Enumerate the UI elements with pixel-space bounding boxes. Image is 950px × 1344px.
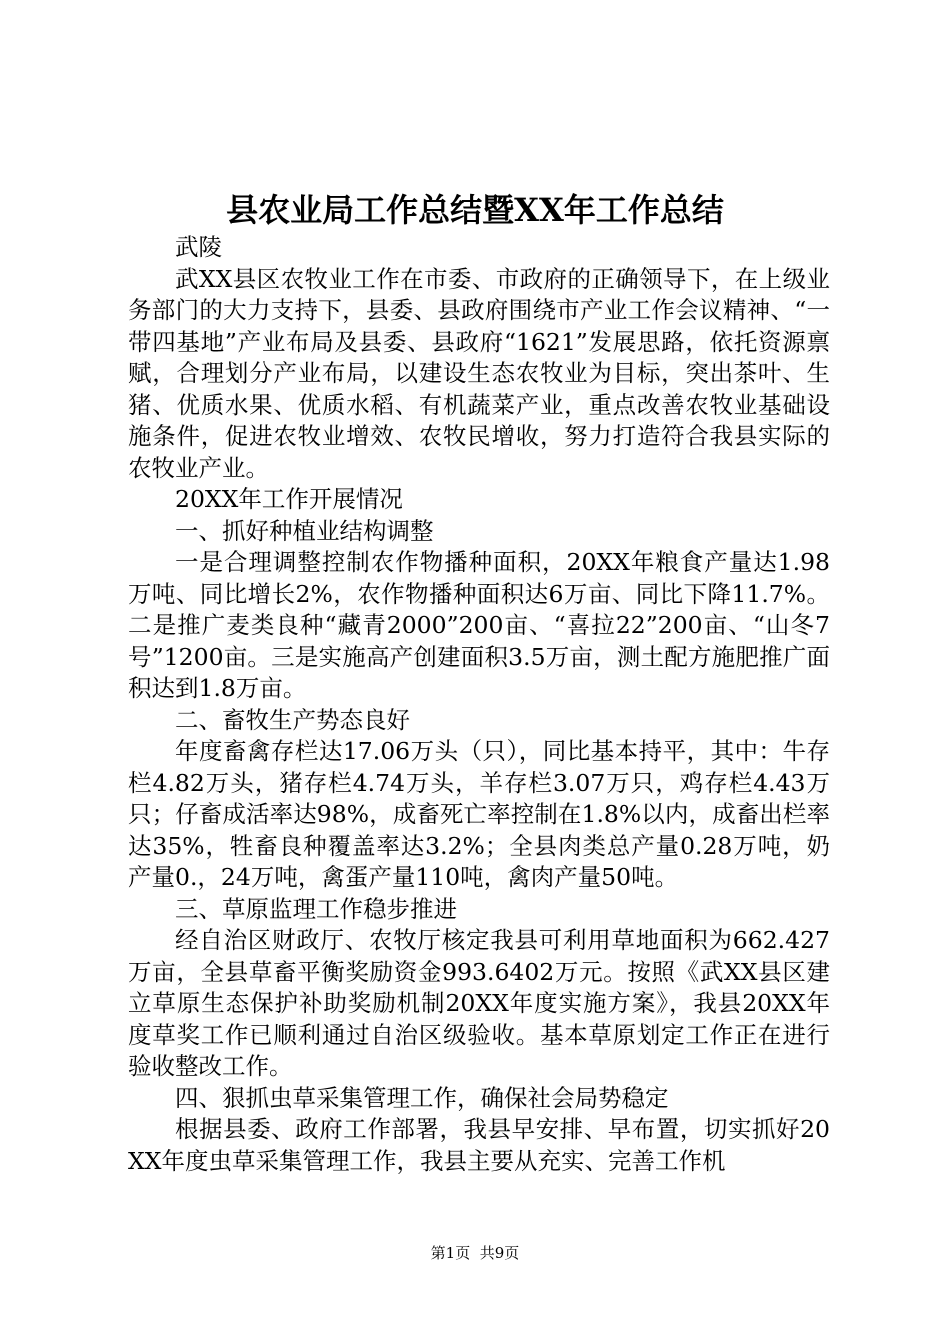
page-number: 第1页 <box>430 1244 471 1262</box>
subsection-heading: 四、狠抓虫草采集管理工作，确保社会局势稳定 <box>175 1083 669 1112</box>
body-paragraph: 经自治区财政厅、农牧厅核定我县可利用草地面积为662.427万亩，全县草畜平衡奖励资金993.6402万元。按照《武XX县区建立草原生态保护补助奖励机制20XX年度实施方案》，我县20XX年度草奖工作已顺利通过自治区级验收。基本草原划定工作正在进行验收整改工作。 <box>128 926 830 1080</box>
page-footer <box>0 1243 950 1263</box>
subsection-heading: 三、草原监理工作稳步推进 <box>175 894 457 923</box>
section-heading: 20XX年工作开展情况 <box>175 485 403 513</box>
body-paragraph: 根据县委、政府工作部署，我县早安排、早布置，切实抓好20XX年度虫草采集管理工作，我县主要从充实、完善工作机 <box>128 1115 830 1175</box>
body-paragraph: 年度畜禽存栏达17.06万头（只），同比基本持平，其中：牛存栏4.82万头，猪存栏4.74万头，羊存栏3.07万只，鸡存栏4.43万只；仔畜成活率达98%，成畜死亡率控制在1.8%以内，成畜出栏率达35%，牲畜良种覆盖率达3.2%；全县肉类总产量0.28万吨，奶产量0.，24万吨，禽蛋产量110吨，禽肉产量50吨。 <box>128 737 830 891</box>
subsection-heading: 一、抓好种植业结构调整 <box>175 516 434 545</box>
body-paragraph: 一是合理调整控制农作物播种面积，20XX年粮食产量达1.98万吨、同比增长2%，农作物播种面积达6万亩、同比下降11.7%。二是推广麦类良种“藏青2000”200亩、“喜拉22”200亩、“山冬7号”1200亩。三是实施高产创建面积3.5万亩，测土配方施肥推广面积达到1.8万亩。 <box>128 548 830 702</box>
page-total: 共9页 <box>479 1244 520 1262</box>
author-line: 武陵 <box>175 233 222 261</box>
subsection-heading: 二、畜牧生产势态良好 <box>175 705 410 734</box>
document-body <box>128 232 830 1177</box>
intro-paragraph: 武XX县区农牧业工作在市委、市政府的正确领导下，在上级业务部门的大力支持下，县委、县政府围绕市产业工作会议精神、“一带四基地”产业布局及县委、县政府“1621”发展思路，依托资源禀赋，合理划分产业布局，以建设生态农牧业为目标，突出茶叶、生猪、优质水果、优质水稻、有机蔬菜产业，重点改善农牧业基础设施条件，促进农牧业增效、农牧民增收，努力打造符合我县实际的农牧业产业。 <box>128 264 830 482</box>
document-title: 县农业局工作总结暨XX年工作总结 <box>226 191 724 229</box>
